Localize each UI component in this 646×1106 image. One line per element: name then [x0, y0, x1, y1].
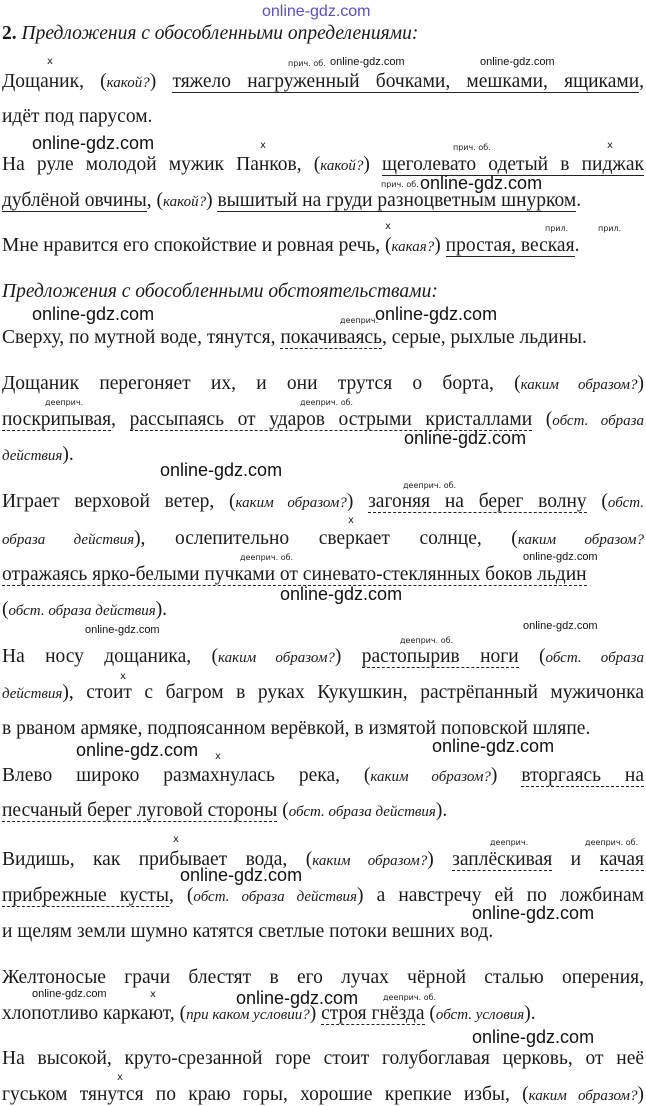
gerund-phrase-cont: песчаный берег луговой стороны [2, 800, 278, 821]
heading-circumstances [2, 280, 644, 304]
sentence-2-line-2 [2, 189, 644, 214]
text: ), ослепительно сверкает солнце, ( [134, 528, 518, 549]
watermark[interactable]: online-gdz.com [85, 624, 160, 636]
text: ) [434, 235, 446, 256]
x-mark: x [120, 671, 126, 682]
text: . [574, 235, 580, 256]
gerund-phrase: строя гнёзда [321, 1003, 425, 1024]
question: каким образом? [235, 495, 347, 511]
gerund-phrase: отражаясь ярко-белыми пучками от синевато-стеклянных боков льдин [2, 564, 587, 585]
watermark[interactable]: online-gdz.com [480, 56, 555, 68]
x-mark: x [117, 1072, 123, 1083]
text: ( [532, 409, 553, 430]
text: ) [637, 373, 645, 394]
heading-definitions-text: Предложения с обособленными определениями: [21, 23, 419, 44]
text: хлопотливо каркают, ( [2, 1003, 187, 1024]
question: каким образом? [528, 1088, 638, 1104]
deeprich-ob-label: дееприч. об. [400, 636, 454, 645]
text: ) а навстречу ей по ложбинам [357, 885, 644, 906]
text: Влево широко размахнулась река, ( [2, 765, 371, 786]
sentence-10-line-2 [2, 1002, 644, 1027]
text: ( [2, 599, 9, 620]
circumstance-type: обст. [607, 495, 644, 511]
participle-phrase-cont: дублёной овчины [2, 190, 147, 211]
text: , [639, 71, 645, 92]
watermark[interactable]: online-gdz.com [404, 428, 527, 448]
deeprich-ob-label: дееприч. об. [383, 993, 437, 1002]
watermark[interactable]: online-gdz.com [420, 173, 543, 193]
text: ) [334, 646, 362, 667]
sentence-5-line-1 [2, 372, 644, 397]
sentence-10-line-1 [2, 966, 644, 990]
circumstance-type: обст. образа [545, 650, 644, 666]
text: и щелям земли шумно катятся светлые потоки вешних вод. [2, 921, 494, 942]
watermark[interactable]: online-gdz.com [375, 304, 498, 324]
circumstance-type: образа действия [2, 532, 135, 548]
text: . [576, 190, 582, 211]
deeprich-label: дееприч. [45, 398, 84, 407]
heading-circumstances-text: Предложения с обособленными обстоятельствами: [2, 281, 438, 302]
gerund: поскрипывая [2, 409, 112, 430]
question: какой? [320, 158, 364, 174]
text: ) [637, 1084, 644, 1105]
participle-phrase: вышитый на груди разноцветным шнурком [217, 190, 577, 211]
text: идёт под парусом. [2, 106, 153, 127]
text: На высокой, круто-срезанной горе стоит голубоглавая церковь, от неё [2, 1048, 644, 1069]
sentence-6-line-2 [2, 527, 644, 552]
heading-definitions [2, 22, 644, 46]
question: каким образом? [370, 769, 491, 785]
question: каким образом? [520, 377, 638, 393]
x-mark: x [173, 834, 179, 845]
sentence-6-line-1 [2, 490, 644, 515]
question: каким образом? [217, 650, 335, 666]
deeprich-ob-label: дееприч. об. [403, 481, 457, 490]
text: и [552, 849, 600, 870]
deeprich-ob-label: дееприч. об. [585, 838, 639, 847]
x-mark: x [607, 140, 613, 151]
watermark[interactable]: online-gdz.com [523, 551, 598, 563]
prich-ob-label: прич. об. [381, 180, 419, 189]
circumstance-type: действия [2, 448, 63, 464]
question: какой? [162, 194, 207, 210]
gerund: покачиваясь [280, 327, 382, 348]
watermark[interactable]: online-gdz.com [236, 988, 359, 1008]
text: Дощаник перегоняет их, и они трутся о борта, ( [2, 373, 521, 394]
gerund-phrase-cont: прибрежные кусты [2, 885, 169, 906]
watermark[interactable]: online-gdz.com [180, 865, 303, 885]
sentence-5-line-3 [2, 443, 644, 468]
watermark[interactable]: online-gdz.com [32, 304, 155, 324]
watermark[interactable]: online-gdz.com [472, 1027, 595, 1047]
text: ). [435, 800, 448, 821]
text: ) [346, 491, 369, 512]
watermark[interactable]: online-gdz.com [330, 56, 405, 68]
gerund-phrase: растопырив ноги [361, 646, 519, 667]
text: ) [309, 1003, 322, 1024]
text: Видишь, как прибывает вода, ( [2, 849, 313, 870]
x-mark: x [260, 140, 266, 151]
sentence-9-line-3 [2, 920, 644, 944]
sentence-2-line-1 [2, 153, 644, 178]
text: ) [427, 849, 453, 870]
text: ( [518, 646, 546, 667]
adjective-group: простая, веская [445, 235, 575, 256]
text: ( [424, 1003, 436, 1024]
watermark[interactable]: online-gdz.com [432, 736, 555, 756]
task-number: 2. [2, 23, 17, 44]
text: ( [586, 491, 608, 512]
gerund-phrase: качая [599, 849, 644, 870]
deeprich-label: дееприч. [490, 838, 529, 847]
text: На руле молодой мужик Панков, ( [2, 154, 321, 175]
sentence-11-line-1 [2, 1047, 644, 1071]
watermark[interactable]: online-gdz.com [280, 584, 403, 604]
x-mark: x [348, 515, 354, 526]
watermark-top[interactable]: online-gdz.com [262, 3, 371, 20]
deeprich-ob-label: дееприч. об. [300, 398, 354, 407]
pril-label: прил. [598, 224, 622, 233]
x-mark: x [215, 751, 221, 762]
text: ). [155, 599, 168, 620]
text: ( [277, 800, 289, 821]
deeprich-label: дееприч. [340, 316, 379, 325]
text: ) [363, 154, 382, 175]
watermark[interactable]: online-gdz.com [472, 903, 595, 923]
x-mark: x [47, 56, 53, 67]
circumstance-type: обст. образа действия [8, 603, 156, 619]
gerund-phrase: рассыпаясь от ударов острыми кристаллами [129, 409, 533, 430]
text: , ( [168, 885, 194, 906]
watermark[interactable]: online-gdz.com [32, 133, 155, 153]
prich-ob-label: прич. об. [288, 59, 326, 68]
question: какой? [106, 75, 150, 91]
sentence-3 [2, 234, 644, 259]
circumstance-type: обст. условия [435, 1007, 525, 1023]
text: ) [206, 190, 218, 211]
text: ). [62, 444, 74, 465]
circumstance-type: обст. образа действия [288, 804, 436, 820]
text: в рваном армяке, подпоясанном верёвкой, в измятой поповской шляпе. [2, 718, 591, 739]
sentence-11-line-2 [2, 1083, 644, 1106]
text: На носу дощаника, ( [2, 646, 218, 667]
text: ), стоит с багром в руках Кукушкин, растрёпанный мужичонка [62, 682, 644, 703]
question: каким образом? [312, 853, 428, 869]
text: , серые, рыхлые льдины. [381, 327, 587, 348]
text: Дощаник, ( [2, 71, 107, 92]
text: Желтоносые грачи блестят в его лучах чёрной сталью оперения, [2, 967, 644, 988]
text: ) [149, 71, 173, 92]
deeprich-ob-label: дееприч. об. [240, 553, 294, 562]
question: какая? [391, 239, 435, 255]
question: при каком условии? [186, 1007, 310, 1023]
pril-label: прил. [545, 224, 569, 233]
watermark[interactable]: online-gdz.com [32, 988, 107, 1000]
sentence-7-line-1 [2, 645, 644, 670]
x-mark: x [385, 221, 391, 232]
sentence-5-line-2 [2, 408, 644, 433]
text: ). [524, 1003, 536, 1024]
text: Сверху, по мутной воде, тянутся, [2, 327, 281, 348]
circumstance-type: обст. образа действия [193, 889, 358, 905]
gerund-phrase: загоняя на берег волну [368, 491, 587, 512]
watermark[interactable]: online-gdz.com [523, 620, 598, 632]
participle-phrase: тяжело нагруженный бочками, мешками, ящиками [172, 71, 640, 92]
sentence-8-line-1 [2, 764, 644, 789]
sentence-4 [2, 326, 644, 350]
sentence-1-line-1 [2, 70, 644, 95]
text: , ( [146, 190, 163, 211]
watermark[interactable]: online-gdz.com [76, 740, 199, 760]
circumstance-type: действия [2, 686, 63, 702]
sentence-1-line-2 [2, 105, 644, 129]
text: Мне нравится его спокойствие и ровная речь, ( [2, 235, 392, 256]
gerund-phrase: вторгаясь на [521, 765, 645, 786]
watermark[interactable]: online-gdz.com [160, 460, 283, 480]
text: гуськом тянутся по краю горы, хорошие крепкие избы, ( [2, 1084, 529, 1105]
question: каким образом? [517, 532, 644, 548]
sentence-8-line-2 [2, 799, 644, 824]
sentence-9-line-1 [2, 848, 644, 873]
text: ) [490, 765, 522, 786]
text: , [111, 409, 130, 430]
text: Играет верховой ветер, ( [2, 491, 236, 512]
circumstance-type: обст. образа [552, 413, 644, 429]
gerund: заплёскивая [452, 849, 553, 870]
x-mark: x [150, 989, 156, 1000]
sentence-7-line-2 [2, 681, 644, 706]
prich-ob-label: прич. об. [453, 143, 491, 152]
participle-phrase: щеголевато одетый в пиджак [381, 154, 644, 175]
